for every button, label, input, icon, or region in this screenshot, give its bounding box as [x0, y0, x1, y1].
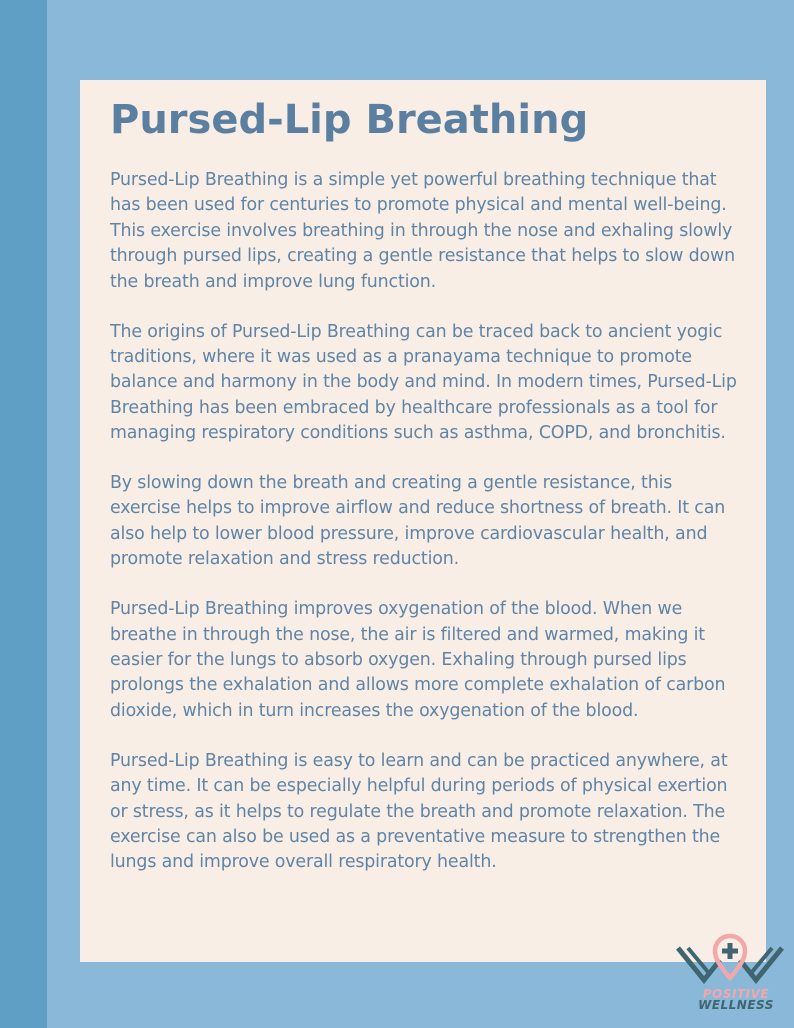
article-body: [110, 168, 748, 876]
logo-text-positive: POSITIVE: [702, 987, 770, 1001]
paragraph-3: By slowing down the breath and creating a gentle resistance, this exercise helps to improve airflow and reduce shortness of breath. It can also help to lower blood pressure, improve cardiovascular health, and promote relaxation and stress reduction.: [110, 473, 726, 570]
content-card: [80, 80, 766, 962]
positive-wellness-logo: [674, 928, 786, 1014]
paragraph-1: Pursed-Lip Breathing is a simple yet powerful breathing technique that has been used for centuries to promote physical and mental well-being. This exercise involves breathing in through the nose and exhaling slowly through pursed lips, creating a gentle resistance that helps to slow down the breath and improve lung function.: [110, 170, 735, 292]
paragraph-2: The origins of Pursed-Lip Breathing can be traced back to ancient yogic traditions, where it was used as a pranayama technique to promote balance and harmony in the body and mind. In modern times, Pursed-Lip Breathing has been embraced by healthcare professionals as a tool for managing respiratory conditions such as asthma, COPD, and bronchitis.: [110, 321, 737, 444]
page-title: Pursed-Lip Breathing: [110, 97, 589, 143]
side-stripe: [0, 0, 47, 1028]
paragraph-5: Pursed-Lip Breathing is easy to learn and can be practiced anywhere, at any time. It can be especially helpful during periods of physical exertion or stress, as it helps to regulate the breath and promote relaxation. The exercise can also be used as a preventative measure to strengthen the lungs and improve overall respiratory health.: [110, 750, 728, 873]
logo-text-wellness: WELLNESS: [698, 998, 774, 1012]
paragraph-4: Pursed-Lip Breathing improves oxygenation of the blood. When we breathe in through the nose, the air is filtered and warmed, making it easier for the lungs to absorb oxygen. Exhaling through pursed lips prolongs the exhalation and allows more complete exhalation of carbon dioxide, which in turn increases the oxygenation of the blood.: [110, 599, 726, 721]
map-pin-plus-icon: [674, 928, 786, 990]
